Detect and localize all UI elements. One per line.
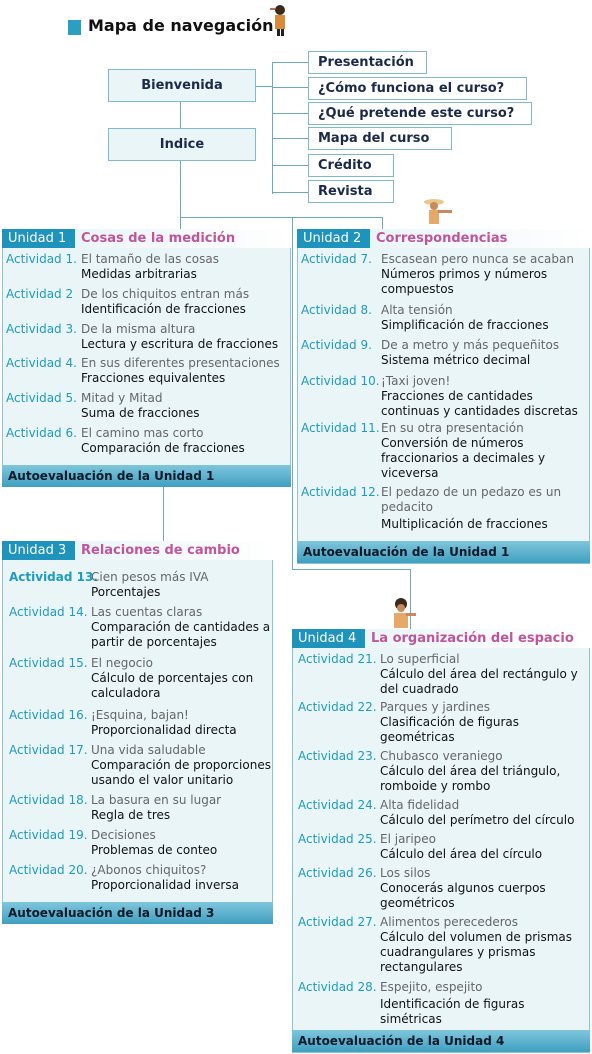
unit-tab[interactable]: Unidad 3 xyxy=(2,541,75,560)
unit-2-panel: Unidad 2 Correspondencias Actividad 7. Escasean pero nunca se acaban Números primos y números compuestos Actividad 8. Alta tensión Simplificación de fracciones Actividad 9. De a metro y más pequeñitos Sistema métrico decimal Actividad 10. ¡Taxi joven! Fracciones de cantidades continuas y cantidades discretas Actividad 11. En su otra presentación Conversión de números fraccionarios a decimales y viceversa Actividad 12. El pedazo de un pedazo es un pedacito Multiplicación de fracciones Autoevaluación de la Unidad 1 xyxy=(297,229,590,564)
page-title: Mapa de navegación xyxy=(88,16,274,35)
figure-icon xyxy=(420,196,456,230)
unit-3-panel: Unidad 3 Relaciones de cambio Actividad 13. Cien pesos más IVA Porcentajes Actividad 14. Las cuentas claras Comparación de cantidades a partir de porcentajes Actividad 15. El negocio Cálculo de porcentajes con calculadora Actividad 16. ¡Esquina, bajan! Proporcionalidad directa Actividad 17. Una vida saludable Comparación de proporciones usando el valor unitario Actividad 18. La basura en su lugar Regla de tres Actividad 19. Decisiones Problemas de conteo Actividad 20. ¿Abonos chiquitos? Proporcionalidad inversa Autoevaluación de la Unidad 3 xyxy=(2,541,273,924)
unit-tab[interactable]: Unidad 1 xyxy=(2,229,75,248)
revista-button[interactable]: Revista xyxy=(308,180,394,203)
unit-title[interactable]: Cosas de la medición xyxy=(75,229,291,248)
presentacion-button[interactable]: Presentación xyxy=(308,51,427,74)
unit-title[interactable]: Relaciones de cambio xyxy=(75,541,273,560)
autoevaluacion-unidad-4-button[interactable]: Autoevaluación de la Unidad 4 xyxy=(292,1030,590,1052)
bienvenida-button[interactable]: Bienvenida xyxy=(108,69,256,102)
mapa-del-curso-button[interactable]: Mapa del curso xyxy=(308,127,452,150)
autoevaluacion-unidad-2-button[interactable]: Autoevaluación de la Unidad 1 xyxy=(297,541,590,563)
autoevaluacion-unidad-1-button[interactable]: Autoevaluación de la Unidad 1 xyxy=(2,465,291,487)
unit-4-panel: Unidad 4 La organización del espacio Actividad 21. Lo superficial Cálculo del área del rectángulo y del cuadrado Actividad 22. Parques y jardines Clasificación de figuras geométricas Actividad 23. Chubasco veraniego Cálculo del área del triángulo, romboide y rombo Actividad 24. Alta fidelidad Cálculo del perímetro del círculo Actividad 25. El jaripeo Cálculo del área del círculo Actividad 26. Los silos Conocerás algunos cuerpos geométricos Actividad 27. Alimentos perecederos Cálculo del volumen de prismas cuadrangulares y prismas rectangulares Actividad 28. Espejito, espejito Identificación de figuras simétricas Autoevaluación de la Unidad 4 xyxy=(292,629,590,1053)
autoevaluacion-unidad-3-button[interactable]: Autoevaluación de la Unidad 3 xyxy=(2,902,273,924)
credito-button[interactable]: Crédito xyxy=(308,154,394,177)
unit-1-panel: Unidad 1 Cosas de la medición Actividad 1. El tamaño de las cosas Medidas arbitrarias Actividad 2 De los chiquitos entran más Identificación de fracciones Actividad 3. De la misma altura Lectura y escritura de fracciones Actividad 4. En sus diferentes presentaciones Fracciones equivalentes Actividad 5. Mitad y Mitad Suma de fracciones Actividad 6. El camino mas corto Comparación de fracciones Autoevaluación de la Unidad 1 xyxy=(2,229,291,487)
como-funciona-button[interactable]: ¿Cómo funciona el curso? xyxy=(308,77,527,100)
unit-tab[interactable]: Unidad 4 xyxy=(292,629,365,648)
unit-title[interactable]: La organización del espacio xyxy=(365,629,590,648)
title-marker-icon xyxy=(68,20,81,35)
que-pretende-button[interactable]: ¿Qué pretende este curso? xyxy=(308,102,532,125)
figure-icon xyxy=(268,2,292,36)
unit-title[interactable]: Correspondencias xyxy=(370,229,590,248)
unit-tab[interactable]: Unidad 2 xyxy=(297,229,370,248)
figure-icon xyxy=(384,596,418,630)
indice-button[interactable]: Indice xyxy=(108,128,256,161)
